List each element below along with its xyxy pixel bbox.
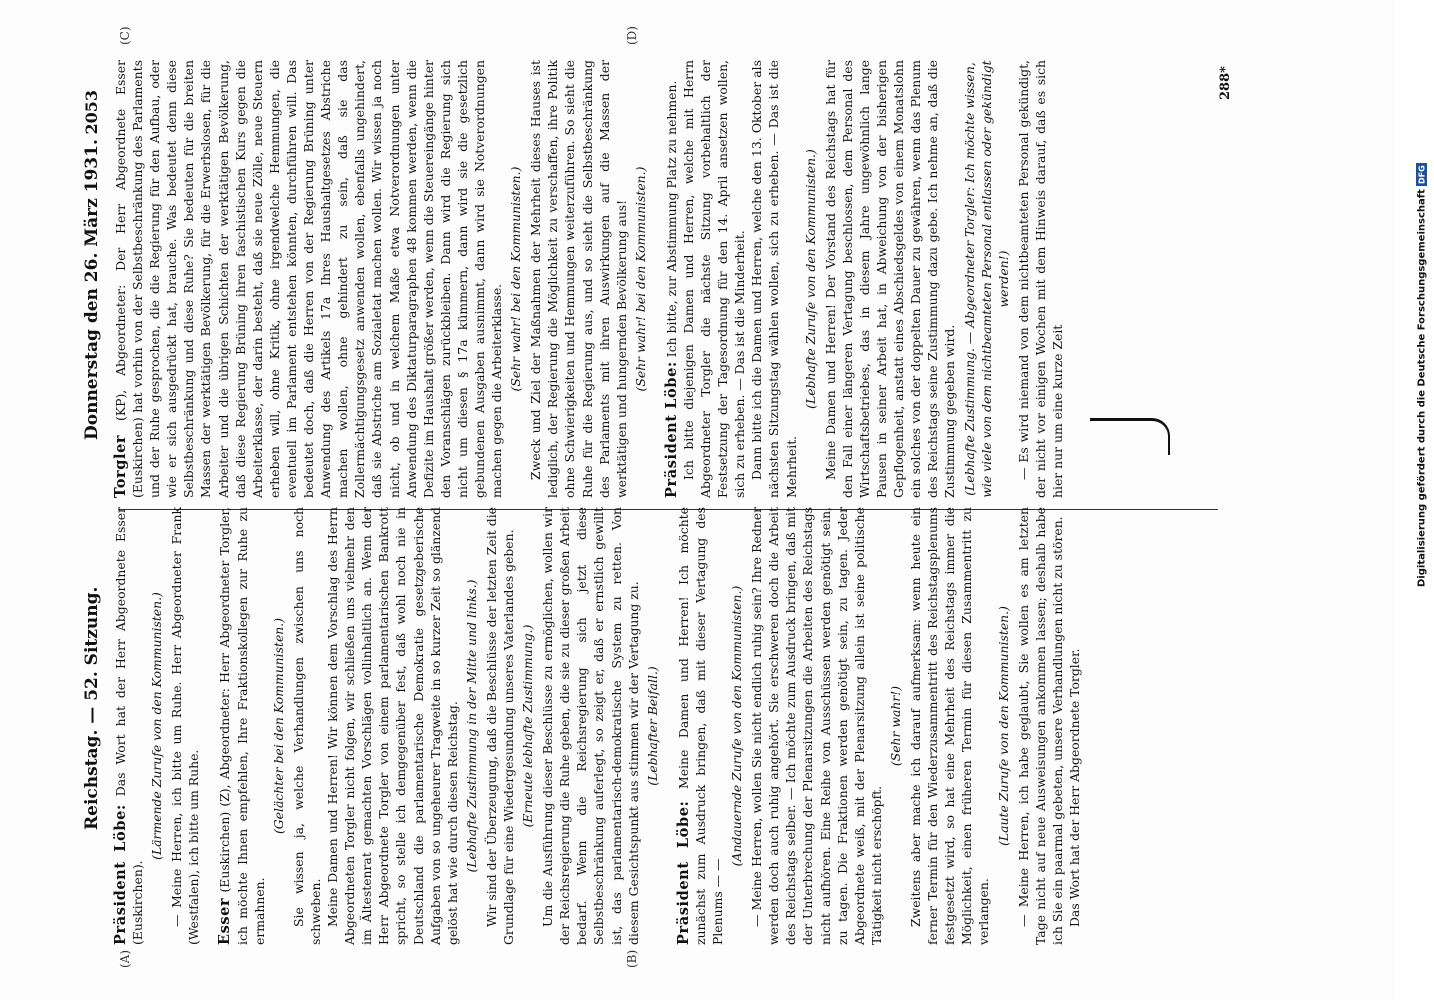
paragraph — [675, 507, 726, 945]
paragraph: Meine Damen und Herren! Wir können dem Vorschlag des Herrn Abgeordneten Torgler nicht folgen, wir schließen uns vielmehr den im Ältestenrat gemachten Vorschlägen vollinhaltlich an. Wenn der Herr Abgeordnete Torgler von einem parlamentarischen Bankrott spricht, so stelle ich demgegenüber fest, daß wohl noch nie in Deutschland die parlamentarische Demokratie gesetzgeberische Aufgaben von so ungeheurer Tragweite in so kurzer Zeit so glänzend gelöst hat wie durch diesen Reichstag. — [325, 507, 460, 945]
paragraph: Ich bitte diejenigen Damen und Herren, welche mit Herrn Abgeordneter Torgler die nächste Sitzung vorbehaltlich der Festsetzung der Tagesordnung für den 14. April ansetzen wollen, sich zu erheben. — Das ist die Minderheit. — [681, 60, 748, 498]
stage-direction: (Lebhafte Zustimmung in der Mitte und links.) — [463, 579, 479, 873]
margin-mark-a: (A) — [118, 949, 132, 968]
margin-mark-d: (D) — [625, 26, 639, 45]
paragraph: Dann bitte ich die Damen und Herren, welche den 13. Oktober als nächsten Sitzungstag wählen wollen, sich zu erheben. — Das ist die Mehrheit. — [749, 60, 799, 498]
stage-direction: (Laute Zurufe von den Kommunisten.) — [995, 606, 1011, 846]
paragraph — [216, 507, 267, 945]
margin-mark-b: (B) — [625, 949, 639, 968]
speaker-name: Präsident Löbe: — [662, 361, 680, 498]
running-head — [82, 40, 104, 960]
handwritten-pen-mark — [1090, 418, 1170, 455]
paragraph-text: Meine Damen und Herren! Ich möchte zunächst zum Ausdruck bringen, daß mit dieser Vertagung des Plenums — — — [675, 507, 725, 945]
dfg-logo: DFG — [1417, 165, 1427, 185]
funding-credit — [1412, 7, 1432, 587]
signature-mark: 288* — [1218, 66, 1233, 100]
paragraph: — Meine Herren, ich habe geglaubt, Sie wollen es am letzten Tage nicht auf neue Ausweisungen ankommen lassen; deshalb habe ich Sie ein paarmal gebeten, unsere Verhandlungen nicht zu stören. — [1015, 507, 1065, 945]
stage-direction: (Lärmende Zurufe von den Kommunisten.) — [149, 592, 165, 860]
paragraph: — Es wird niemand von dem nichtbeamteten Personal gekündigt, der nicht vor einigen Wochen mit dem Hinweis darauf, daß es sich hier nur um eine kurze Zeit — [1015, 60, 1065, 498]
paragraph — [112, 60, 505, 498]
speaker-name: Präsident Löbe: — [674, 800, 692, 945]
paragraph — [112, 507, 146, 945]
speaker-name: Esser — [216, 897, 234, 945]
page-number: 2053 — [82, 90, 101, 135]
paragraph-text: (KP), Abgeordneter: Der Herr Abgeordnete Esser (Euskirchen) hat vorhin von der Selbstbeschränkung des Parlaments und der Ruhe gesprochen, die die Regierung für den Aufbau, oder wie er sich ausgedrückt hat, brauche. Was bedeutet denn diese Selbstbeschränkung und diese Ruhe? Sie bedeuten für die breiten Massen der werktätigen Bevölkerung, für die Erwerbslosen, für die Arbeiter und die übrigen Schichten der werktätigen Bevölkerung, daß diese Regierung Brüning ihren faschistischen Kurs gegen die Arbeiterklasse, der darin besteht, daß sie neue Zölle, neue Steuern erheben will, ohne Kritik, ohne irgendwelche Hemmungen, die eventuell im Parlament entstehen könnten, durchführen will. Das bedeutet doch, daß die Herren von der Regierung Brüning unter Anwendung des Artikels 17a Ihres Haushaltgesetzes Abstriche machen wollen, ohne gehindert zu sein, daß sie das Zollermächtigungsgesetz anwenden wollen, ebenfalls ungehindert, daß sie Abstriche am Sozialetat machen wollen. Wir wissen ja noch nicht, ob und in welchem Maße etwa Notverordnungen unter Anwendung des Diktaturparagraphen 48 kommen werden, wenn die Defizite im Haushalt größer werden, wenn die Steuereingänge hinter den Voranschlägen zurückbleiben. Dann wird die Regierung sich nicht um diesen § 17a kümmern, dann wird sie die gesetzlich gebundenen Ausgaben ausnimmt, dann wird sie Notverordnungen machen gegen die Arbeiterklasse. — [113, 60, 505, 498]
paragraph: — Meine Herren, ich bitte um Ruhe. Herr Abgeordneter Frank (Westfalen), ich bitte um Ruhe. — [169, 507, 202, 945]
speaker-name: Torgler — [112, 434, 129, 498]
margin-mark-c: (C) — [118, 26, 132, 45]
paragraph: Zweck und Ziel der Maßnahmen der Mehrheit dieses Hauses ist lediglich, der Regierung die Möglichkeit zu verschaffen, ihre Politik ohne Schwierigkeiten und Hemmungen weiterzuführen. So sieht die Ruhe für die Regierung aus, und so sieht die Selbstbeschränkung des Parlaments mit ihren Auswirkungen auf die Massen der werktätigen und hungernden Bevölkerung aus! — [528, 60, 629, 498]
paragraph: Um die Ausführung dieser Beschlüsse zu ermöglichen, wollen wir der Reichsregierung die Ruhe geben, die sie zu dieser großen Arbeit bedarf. Wenn die Reichsregierung sich jetzt diese Selbstbeschränkung auferlegt, so zeigt er, daß er ernstlich gewillt ist, das parlamentarisch-demokratische System zu retten. Von diesem Gesichtspunkt aus stimmen wir der Vertagung zu. — [540, 507, 641, 945]
running-head-left: Reichstag. — 52. Sitzung. — [82, 586, 102, 830]
stage-direction: (Andauernde Zurufe von den Kommunisten.) — [729, 585, 745, 867]
paragraph-text: Ich bitte, zur Abstimmung Platz zu nehmen. — [663, 80, 679, 358]
speaker-name: Präsident Löbe: — [112, 804, 129, 945]
paragraph: Meine Damen und Herren! Der Vorstand des Reichstags hat für den Fall einer längeren Vertagung beschlossen, dem Personal des Wirtschaftsbetriebes, das in diesem Jahre ungewöhnlich lange Pausen in seiner Arbeit hat, in Abweichung von der bisherigen Gepflogenheit, anstatt eines Abschiedsgeldes von einem Monatslohn ein solches von der doppelten Dauer zu gewähren, wenn das Plenum des Reichstags seine Zustimmung dazu gebe. Ich nehme an, daß die Zustimmung gegeben wird. — [822, 60, 958, 498]
stage-direction: (Gelächter bei den Kommunisten.) — [270, 617, 286, 835]
paragraph: Wir sind der Überzeugung, daß die Beschlüsse der letzten Zeit die Grundlage für eine Wiedergesundung unseres Vaterlandes geben. — [483, 507, 516, 945]
credit-text: Digitalisierung gefördert durch die Deutsche Forschungsgemeinschaft — [1416, 189, 1428, 587]
left-column — [112, 507, 1312, 945]
paragraph: — Meine Herren, wollen Sie nicht endlich ruhig sein? Ihre Redner werden doch auch ruhig angehört. Sie erschweren doch die Arbeit des Reichstags selber. — Ich möchte zum Ausdruck bringen, daß mit der Unterbrechung der Plenarsitzungen die Arbeiten des Reichstags nicht aufhören. Eine Reihe von Ausschüssen werden genötigt sein, zu tagen. Die Fraktionen werden genötigt sein, zu tagen. Jeder Abgeordnete weiß, mit der Plenarsitzung allein ist seine politische Tätigkeit nicht erschöpft. — [749, 507, 884, 945]
paragraph-text: (Euskirchen) (Z), Abgeordneter: Herr Abgeordneter Torgler, ich möchte Ihnen empfehlen, Ihre Fraktionskollegen zur Ruhe zu ermahnen. — [217, 507, 267, 945]
stage-direction: (Erneute lebhafte Zustimmung.) — [520, 624, 536, 828]
stage-direction: (Lebhafte Zustimmung. — Abgeordneter Torgler: Ich möchte wissen, wie viele von dem nichtbeamteten Personal entlassen oder gekündigt werden!) — [961, 60, 1011, 498]
paragraph — [663, 60, 680, 498]
paragraph: Das Wort hat der Herr Abgeordnete Torgler. — [1066, 648, 1082, 927]
stage-direction: (Lebhafter Beifall.) — [644, 666, 660, 786]
stage-direction: (Sehr wahr! bei den Kommunisten.) — [508, 166, 524, 392]
running-head-date: Donnerstag den 26. März 1931. — [82, 139, 102, 440]
paragraph-text: Das Wort hat der Herr Abgeordnete Esser (Euskirchen). — [113, 507, 146, 945]
stage-direction: (Lebhafte Zurufe von den Kommunisten.) — [802, 149, 818, 409]
stage-direction: (Sehr wahr!) — [887, 685, 903, 767]
paragraph: Zweitens aber mache ich darauf aufmerksam: wenn heute ein ferner Termin für den Wiederzusammentritt des Reichstagsplenums festgesetzt wird, so hat eine Mehrheit des Reichstags immer die Möglichkeit, einen früheren Termin für diesen Zusammentritt zu verlangen. — [908, 507, 992, 945]
paragraph: Sie wissen ja, welche Verhandlungen zwischen uns noch schweben. — [290, 507, 323, 945]
stage-direction: (Sehr wahr! bei den Kommunisten.) — [632, 166, 648, 392]
